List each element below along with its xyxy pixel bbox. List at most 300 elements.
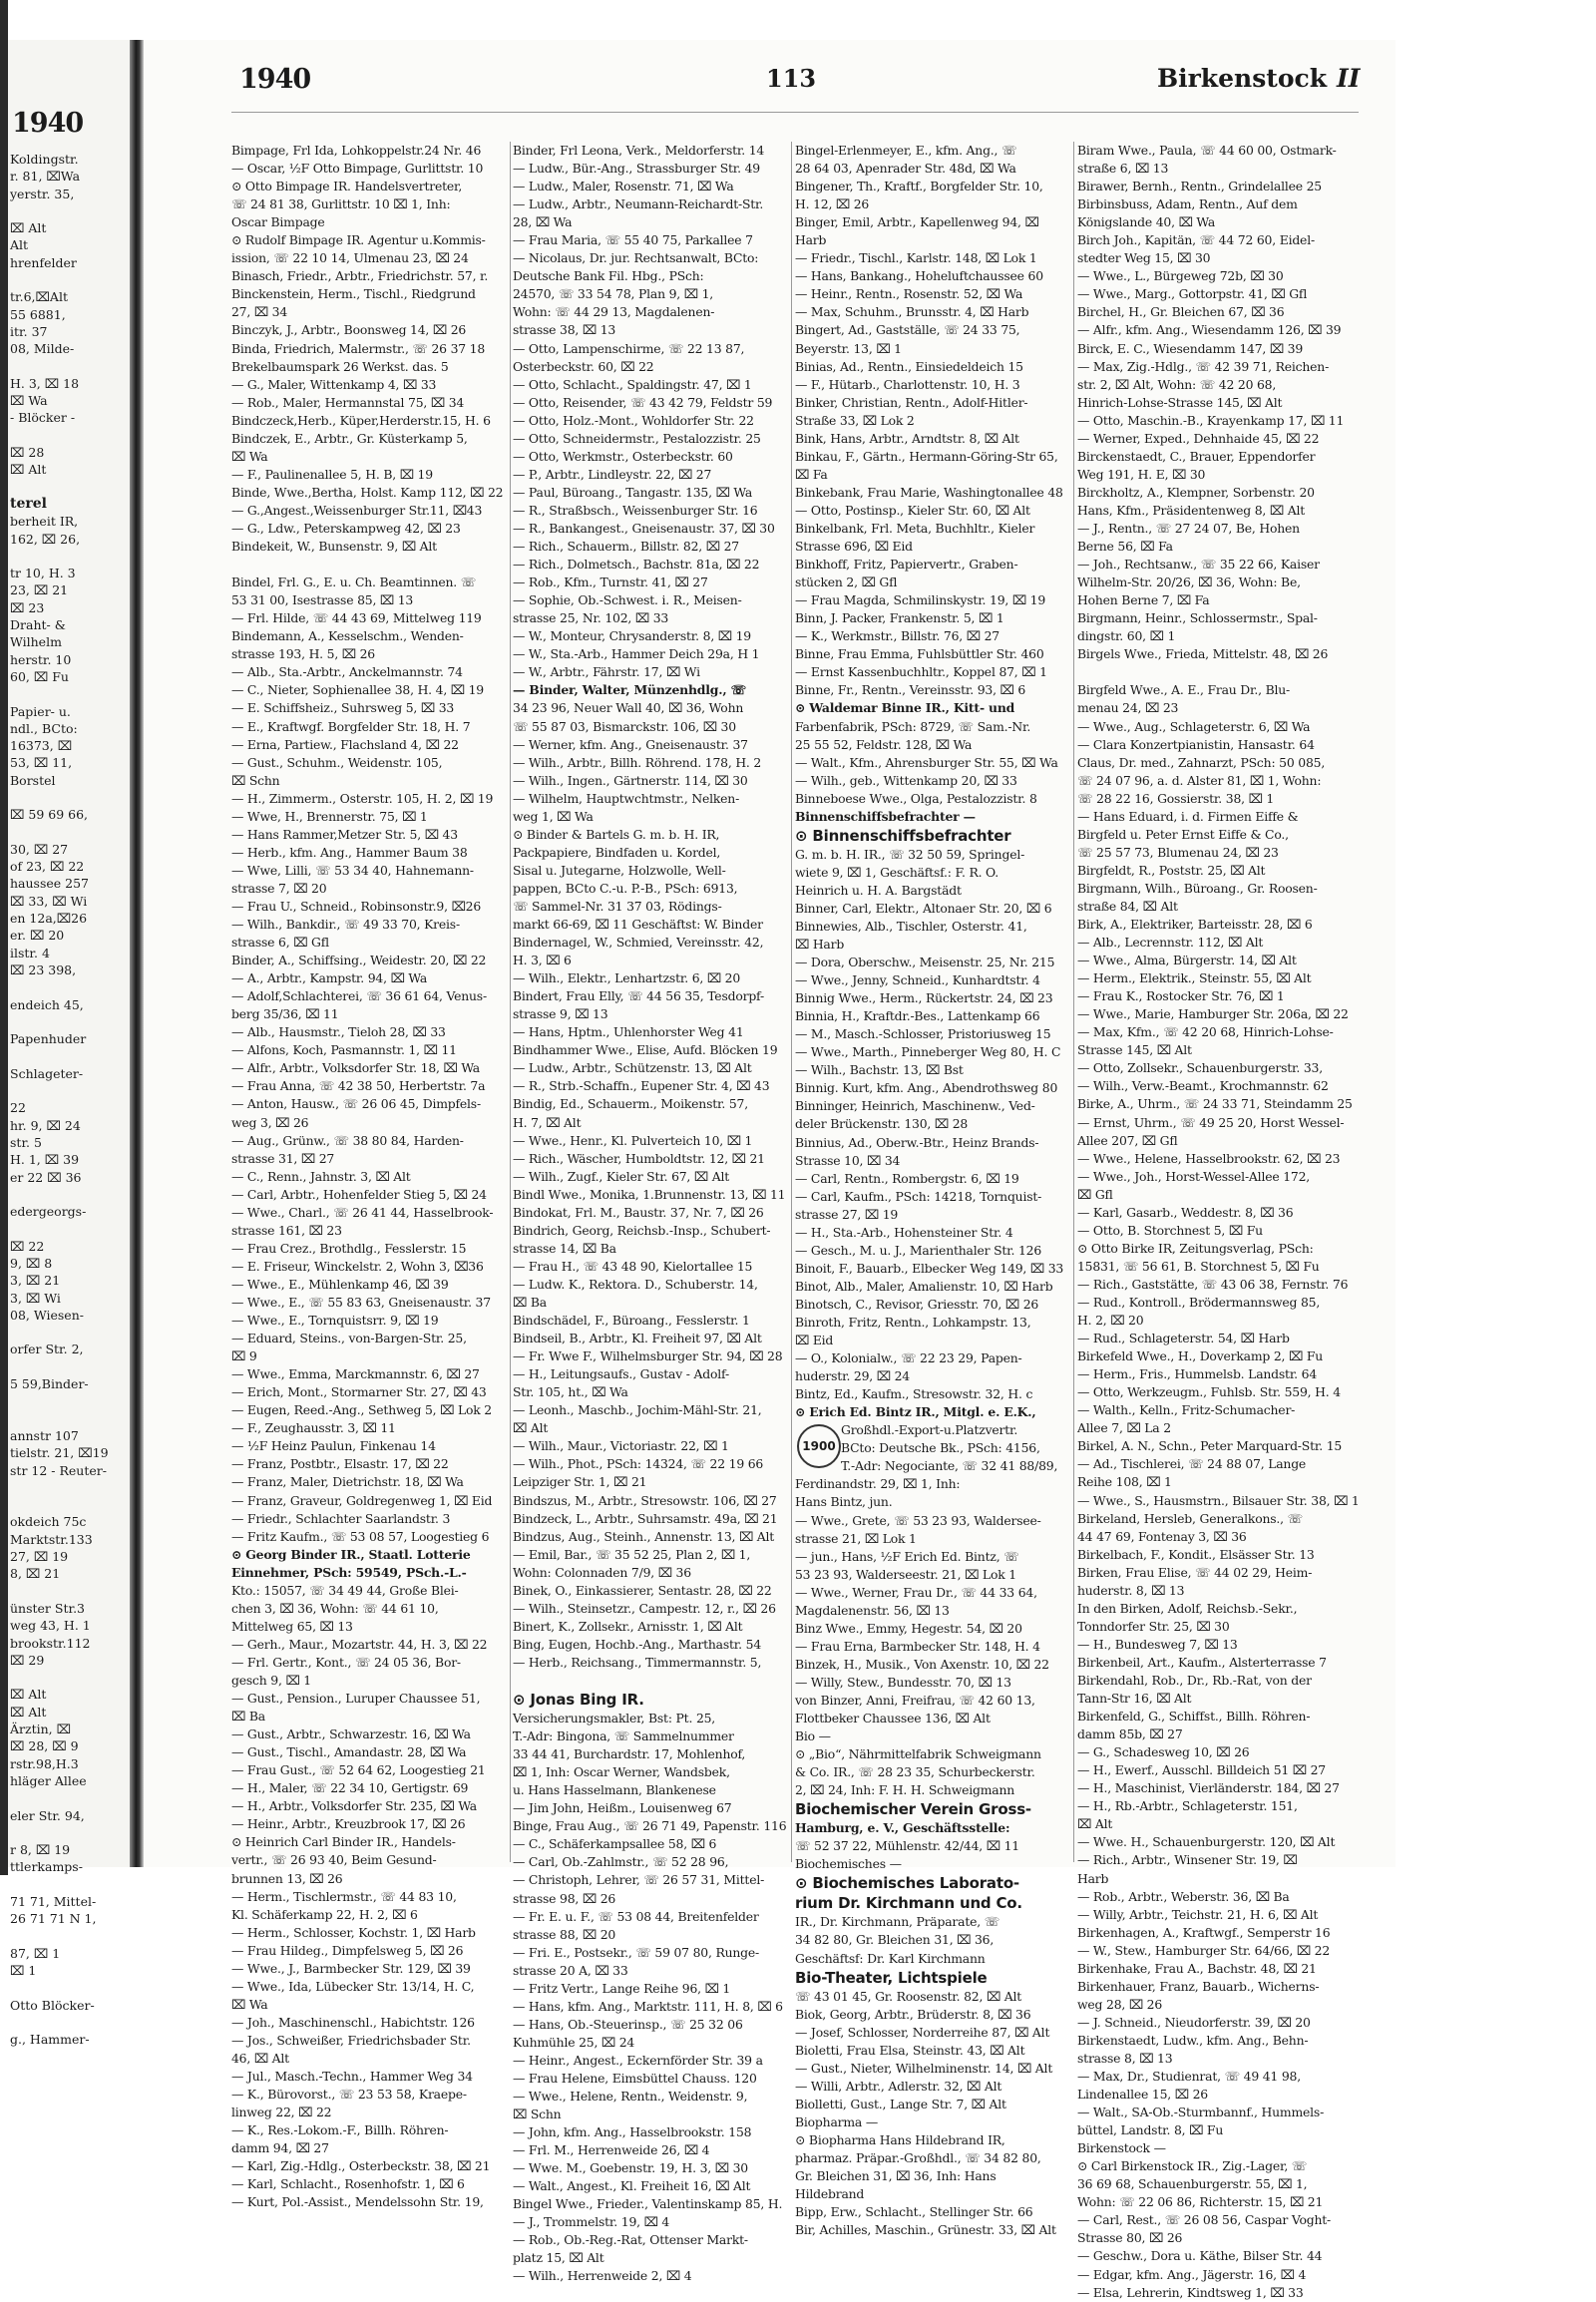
directory-entry-line: ⊙ Binnenschiffsbefrachter [795,826,1011,845]
previous-page-line: Marktstr.133 [10,1531,93,1547]
directory-entry-line: — Aug., Grünw., ☏ 38 80 84, Harden- [231,1132,464,1148]
directory-entry-line: — Ernst, Uhrm., ☏ 49 25 20, Horst Wessel- [1077,1114,1345,1130]
previous-page-line [8,2014,130,2031]
previous-page-line [8,427,130,444]
directory-entry-line: Birgmann, Wilh., Büroang., Gr. Roosen- [1077,880,1318,896]
directory-entry-line: ⌧ Gfl [1077,1186,1113,1202]
directory-entry-line: ⊙ Biopharma Hans Hildebrand IR, [795,2131,1005,2147]
directory-entry-line: Bindzus, Aug., Steinh., Annenstr. 13, ⌧ Alt [513,1528,775,1544]
previous-page-line: er. ⌧ 20 [10,928,65,944]
previous-page-line: ⌧ 22 [10,1238,45,1254]
directory-entry-line: — Wwe., Helene, Rentn., Weidenstr. 9, [513,2089,748,2105]
directory-entry-line: — Wwe., Jenny, Schneid., Kunhardtstr. 4 [795,972,1040,988]
directory-entry-line: — Gust., Tischl., Amandastr. 28, ⌧ Wa [231,1744,467,1760]
directory-entry-line: H. 7, ⌧ Alt [513,1114,582,1130]
directory-entry-line: Wohn: ☏ 22 06 86, Richterstr. 15, ⌧ 21 [1077,2194,1324,2210]
directory-entry-line: — Karl, Schlacht., Rosenhofstr. 1, ⌧ 6 [231,2176,465,2192]
directory-entry-line: Binckenstein, Herm., Tischl., Riedgrund [231,286,476,302]
directory-entry-line: — Willy, Stew., Bundesstr. 70, ⌧ 13 [795,1674,1011,1690]
directory-entry-line: — Carl, Rest., ☏ 26 08 56, Caspar Voght- [1077,2212,1332,2228]
directory-entry-line: Birke, A., Uhrm., ☏ 24 33 71, Steindamm 25 [1077,1096,1353,1112]
directory-entry-line: Wohn: ☏ 44 29 13, Magdalenen- [513,304,715,320]
previous-page-line [8,1324,130,1341]
directory-entry-line: stücken 2, ⌧ Gfl [795,575,898,590]
directory-entry-line: — H., Bundesweg 7, ⌧ 13 [1077,1636,1238,1652]
directory-entry-line: — J. Schneid., Nieudorferstr. 39, ⌧ 20 [1077,2014,1311,2030]
directory-entry-line: — Fritz Kaufm., ☏ 53 08 57, Loogestieg 6 [231,1528,490,1544]
directory-entry-line: — Otto, Schlacht., Spaldingstr. 47, ⌧ 1 [513,376,752,392]
directory-entry-line: ⊙ Jonas Bing IR. [513,1691,644,1710]
directory-entry-line: — Oscar, ½F Otto Bimpage, Gurlittstr. 10 [231,161,484,177]
directory-entry-line: — Otto, Werkzeugm., Fuhlsb. Str. 559, H. 4 [1077,1384,1341,1400]
directory-entry-line: — Wilh., Maur., Victoriastr. 22, ⌧ 1 [513,1438,729,1454]
previous-page-lines [8,151,130,2049]
directory-entry-line: Binder, A., Schiffsing., Weidestr. 20, ⌧ 22 [231,953,487,968]
previous-page-line: orfer Str. 2, [10,1342,84,1357]
directory-entry-line: — Friedr., Schlachter Saarlandstr. 3 [231,1510,451,1526]
directory-entry-line: — Walt., Angest., Kl. Freiheit 16, ⌧ Alt [513,2178,751,2194]
directory-entry-line: stedter Weg 15, ⌧ 30 [1077,250,1211,266]
directory-entry-line: 34 82 80, Gr. Bleichen 31, ⌧ 36, [795,1932,995,1948]
directory-entry-line: Binder, Frl Leona, Verk., Meldorferstr. 14 [513,143,765,158]
directory-entry-line: — K., Werkmstr., Billstr. 76, ⌧ 27 [795,628,999,644]
directory-entry-line: — Frau Magda, Schmilinskystr. 19, ⌧ 19 [795,592,1046,608]
directory-entry-line: — Gesch., M. u. J., Marienthaler Str. 126 [795,1242,1042,1258]
directory-entry-line: ⊙ Waldemar Binne IR., Kitt- und [795,700,1015,716]
directory-entry-line: Bindernagel, W., Schmied, Vereinsstr. 42, [513,935,764,951]
directory-entry-line: Bindert, Frau Elly, ☏ 44 56 35, Tesdorpf- [513,988,764,1004]
directory-entry-line: Birkenhagen, A., Kraftwgf., Semperstr 16 [1077,1924,1331,1940]
previous-page-line: Koldingstr. [10,152,79,167]
directory-entry-line: huderstr. 29, ⌧ 24 [795,1368,910,1384]
directory-entry-line: Binasch, Friedr., Arbtr., Friedrichstr. 57, r. [231,268,489,284]
directory-entry-line: — Walt., Kfm., Ahrensburger Str. 55, ⌧ Wa [795,754,1058,770]
directory-entry-line: Bio — [795,1728,831,1744]
directory-entry-line: ⌧ Fa [795,466,828,482]
directory-entry-line: — Nicolaus, Dr. jur. Rechtsanwalt, BCto: [513,250,759,266]
directory-entry-line: Birgfeld u. Peter Ernst Eiffe & Co., [1077,826,1289,842]
directory-entry-line: — Josef, Schlosser, Norderreihe 87, ⌧ Alt [795,2024,1050,2040]
directory-entry-line: — Gust., Nieter, Wilhelminenstr. 14, ⌧ Alt [795,2060,1053,2076]
running-word: Birkenstock [1157,64,1328,93]
previous-page-line: tielstr. 21, ⌧19 [10,1445,109,1461]
header-rule [231,112,1359,113]
directory-entry-line: Kl. Schäferkamp 22, H. 2, ⌧ 6 [231,1906,418,1922]
directory-entry-line: — Herm., Fris., Hummelsb. Landstr. 64 [1077,1366,1318,1382]
directory-entry-line: Straße 33, ⌧ Lok 2 [795,412,915,428]
directory-entry-line: ⊙ Erich Ed. Bintz IR., Mitgl. e. E.K., [795,1404,1036,1420]
directory-entry-line: — John, kfm. Ang., Hasselbrookstr. 158 [513,2124,752,2140]
previous-page-line: 3, ⌧ Wi [10,1290,61,1306]
directory-entry-line: — Frl. Hilde, ☏ 44 43 69, Mittelweg 119 [231,610,482,626]
directory-entry-line: — Wilh., Bankdir., ☏ 49 33 70, Kreis- [231,917,460,933]
directory-entry-line: ☏ 43 01 45, Gr. Roosenstr. 82, ⌧ Alt [795,1988,1022,2004]
directory-entry-line: — Wwe. H., Schauenburgerstr. 120, ⌧ Alt [1077,1834,1336,1850]
directory-entry-line: — W., Arbtr., Fährstr. 17, ⌧ Wi [513,664,700,680]
section-roman: II [1337,64,1361,93]
directory-entry-line: Osterbeckstr. 60, ⌧ 22 [513,358,654,374]
directory-entry-line: ⌧ Ba [231,1709,265,1725]
directory-entry-line: — Hans Eduard, i. d. Firmen Eiffe & [1077,808,1299,824]
directory-entry-line: ⌧ Schn [231,772,280,788]
directory-entry-line: — Otto, Zollsekr., Schauenburgerstr. 33, [1077,1060,1323,1076]
directory-entry-line: dingstr. 60, ⌧ 1 [1077,628,1176,644]
directory-entry-line: — Franz, Maler, Dietrichstr. 18, ⌧ Wa [231,1474,464,1490]
directory-entry-line: — Ernst Kassenbuchhltr., Koppel 87, ⌧ 1 [795,664,1047,680]
directory-entry-line: — H., Arbtr., Volksdorfer Str. 235, ⌧ Wa [231,1798,477,1814]
directory-entry-line: — Friedr., Tischl., Karlstr. 148, ⌧ Lok 1 [795,250,1037,266]
previous-page-line [8,1824,130,1841]
previous-page-line: 08, Milde- [10,341,75,357]
directory-entry-line: — K., Res.-Lokom.-F., Billh. Röhren- [231,2122,449,2138]
directory-entry-line: — Adolf,Schlachterei, ☏ 36 61 64, Venus- [231,988,487,1004]
directory-entry-line: Bindel, Frl. G., E. u. Ch. Beamtinnen. ☏ [231,575,477,590]
directory-entry-line: — H., Rb.-Arbtr., Schlageterstr. 151, [1077,1798,1298,1814]
previous-page-line: hläger Allee [10,1772,87,1788]
previous-page-line: ⌧ 28 [10,445,45,461]
directory-entry-line: — jun., Hans, ½F Erich Ed. Bintz, ☏ [795,1548,1019,1564]
directory-entry-line [513,1672,788,1690]
directory-entry-line: gesch 9, ⌧ 1 [231,1672,311,1688]
directory-entry-line: ⊙ „Bio“, Nährmittelfabrik Schweigmann [795,1746,1041,1762]
previous-page-line: ⌧ Alt [10,1704,47,1720]
directory-entry-line: Bindczeck,Herb., Küper,Herderstr.15, H. 6 [231,412,491,428]
previous-page-line: weg 43, H. 1 [10,1618,91,1634]
directory-entry-line: Biopharma — [795,2113,879,2129]
directory-entry-line: wiete 9, ⌧ 1, Geschäftsf.: F. R. O. [795,864,999,880]
directory-entry-line: huderstr. 8, ⌧ 13 [1077,1582,1185,1598]
directory-entry-line: Binner, Carl, Elektr., Altonaer Str. 20, ⌧ 6 [795,900,1052,916]
directory-entry-line: Birken, Frau Elise, ☏ 44 02 29, Heim- [1077,1564,1313,1580]
directory-entry-line: markt 66-69, ⌧ 11 Geschäftst: W. Binder [513,917,763,933]
directory-entry-line: — Jul., Masch.-Techn., Hammer Weg 34 [231,2069,473,2085]
directory-entry-line: — Otto, Werkmstr., Osterbeckstr. 60 [513,448,733,464]
previous-page-line: Wilhelm [10,634,62,650]
directory-entry-line: — G., Ldw., Peterskampweg 42, ⌧ 23 [231,520,461,536]
previous-page-line: str. 5 [10,1134,42,1150]
previous-page-line: 8, ⌧ 21 [10,1566,61,1582]
directory-entry-line: Binkebank, Frau Marie, Washingtonallee 48 [795,484,1063,500]
directory-entry-line: Hamburg, e. V., Geschäftsstelle: [795,1820,1010,1836]
previous-page-line: tr 10, H. 3 [10,566,76,581]
previous-page-line: yerstr. 35, [10,186,75,201]
directory-entry-line: ⊙ Biochemisches Laborato- [795,1874,1019,1893]
directory-entry-line: Binz Wwe., Emmy, Hegestr. 54, ⌧ 20 [795,1620,1022,1636]
directory-entry-line: — Elsa, Lehrerin, Kindtsweg 1, ⌧ 33 [1077,2284,1304,2300]
directory-entry-line: — Wwe., Emma, Marckmannstr. 6, ⌧ 27 [231,1366,480,1382]
previous-page-line: of 23, ⌧ 22 [10,859,85,875]
directory-entry-line: & Co. IR., ☏ 28 23 35, Schurbeckerstr. [795,1764,1035,1780]
previous-page-line: Papenhuder [10,1031,87,1047]
directory-entry-line: — Frau Anna, ☏ 42 38 50, Herbertstr. 7a [231,1078,486,1094]
directory-entry-line: — Wwe., Grete, ☏ 53 23 93, Waldersee- [795,1512,1041,1528]
previous-page-line: 87, ⌧ 1 [10,1945,61,1961]
previous-page-line [8,685,130,702]
directory-entry-line: — H., Maler, ☏ 22 34 10, Gertigstr. 69 [231,1780,469,1796]
directory-entry-line: — Frau U., Schneid., Robinsonstr.9, ⌧26 [231,898,482,914]
directory-entry-line: — Werner, Exped., Dehnhaide 45, ⌧ 22 [1077,430,1320,446]
directory-entry-line: Mittelweg 65, ⌧ 13 [231,1618,353,1634]
directory-entry-line: — Wwe, Lilli, ☏ 53 34 40, Hahnemann- [231,862,474,878]
directory-entry-line: Binkelbank, Frl. Meta, Buchhltr., Kieler [795,520,1035,536]
previous-page-line: 22 [10,1100,26,1116]
previous-page-line: ndl., BCto: [10,720,78,736]
directory-entry-line: straße 84, ⌧ Alt [1077,898,1178,914]
previous-page-line: H. 1, ⌧ 39 [10,1152,80,1168]
directory-entry-line: strasse 14, ⌧ Ba [513,1240,616,1256]
directory-entry-line: strasse 9, ⌧ 13 [513,1006,608,1022]
directory-entry-line: Binczyk, J., Arbtr., Boonsweg 14, ⌧ 26 [231,322,467,338]
directory-entry-line: — Wilh., Bachstr. 13, ⌧ Bst [795,1062,964,1078]
directory-entry-line: — H., Zimmerm., Osterstr. 105, H. 2, ⌧ 19 [231,790,494,806]
previous-page-line [8,1479,130,1496]
directory-entry-line: Binroth, Fritz, Rentn., Lohkampstr. 13, [795,1315,1031,1330]
directory-entry-line: — Rich., Arbtr., Winsener Str. 19, ⌧ [1077,1852,1298,1868]
directory-entry-line: — Fritz Vertr., Lange Reihe 96, ⌧ 1 [513,1980,731,1996]
directory-entry-line: ⊙ Rudolf Bimpage IR. Agentur u.Kommis- [231,232,486,248]
directory-entry-line: — Wilh., Herrenweide 2, ⌧ 4 [513,2268,692,2284]
directory-entry-line: — Wilhelm, Hauptwchtmstr., Nelken- [513,790,740,806]
directory-entry-line: — Otto, Lampenschirme, ☏ 22 13 87, [513,340,745,356]
directory-entry-line: — Carl, Arbtr., Hohenfelder Stieg 5, ⌧ 24 [231,1186,487,1202]
previous-page-line: ⌧ 1 [10,1963,37,1979]
directory-entry-line: ☏ 28 22 16, Gossierstr. 38, ⌧ 1 [1077,790,1275,806]
directory-entry-line: ⌧ Wa [231,448,268,464]
directory-entry-line: 28, ⌧ Wa [513,214,573,230]
previous-page-line: ⌧ 33, ⌧ Wi [10,893,88,909]
directory-entry-line: Bingel Wwe., Frieder., Valentinskamp 85, H. [513,2196,783,2212]
column-2 [513,142,788,2284]
directory-entry-line: — H., Sta.-Arb., Hohensteiner Str. 4 [795,1224,1013,1240]
directory-entry-line: strasse 20 A, ⌧ 33 [513,1962,628,1978]
directory-entry-line: — Rich., Schauerm., Billstr. 82, ⌧ 27 [513,539,739,555]
previous-page-line: herstr. 10 [10,651,72,667]
directory-entry-line: ⌧ Wa [231,1996,268,2012]
directory-entry-line: — Wilh., Zugf., Kieler Str. 67, ⌧ Alt [513,1168,730,1184]
previous-page-line: ⌧ Alt [10,1687,47,1703]
directory-entry-line: IR., Dr. Kirchmann, Präparate, ☏ [795,1914,1000,1930]
previous-page-line: 55 6881, [10,306,66,322]
directory-entry-line: — Kurt, Pol.-Assist., Mendelssohn Str. 19, [231,2194,484,2210]
previous-page-line: itr. 37 [10,323,48,339]
directory-entry-line: — Paul, Büroang., Tangastr. 135, ⌧ Wa [513,484,753,500]
directory-entry-line: — H., Ewerf., Ausschl. Billdeich 51 ⌧ 27 [1077,1762,1326,1778]
directory-entry-line: — Hans, kfm. Ang., Marktstr. 111, H. 8, ⌧ 6 [513,1998,783,2014]
directory-entry-line: — Willi, Arbtr., Adlerstr. 32, ⌧ Alt [795,2078,1002,2094]
directory-entry-line: Birch Joh., Kapitän, ☏ 44 72 60, Eidel- [1077,232,1315,248]
page-number: 113 [766,64,817,93]
directory-entry-line: linweg 22, ⌧ 22 [231,2105,332,2120]
directory-entry-line: Hohen Berne 7, ⌧ Fa [1077,592,1210,608]
scan-edge [0,0,8,1875]
directory-entry-line: u. Hans Hasselmann, Blankenese [513,1782,716,1798]
directory-entry-line: ⊙ Carl Birkenstock IR., Zig.-Lager, ☏ [1077,2158,1308,2174]
previous-page-line: ⌧ Alt [10,462,47,478]
directory-entry-line: Binotsch, C., Revisor, Griesstr. 70, ⌧ 26 [795,1296,1039,1312]
directory-entry-line: — E. Friseur, Winckelstr. 2, Wohn 3, ⌧36 [231,1258,484,1274]
column-1 [231,142,507,2210]
previous-page-line: ilstr. 4 [10,945,50,960]
directory-entry-line: — Wwe., Marie, Hamburger Str. 206a, ⌧ 22 [1077,1006,1349,1022]
directory-entry-line: Birchel, H., Gr. Bleichen 67, ⌧ 36 [1077,304,1285,320]
previous-page-line: ⌧ 28, ⌧ 9 [10,1738,79,1754]
directory-entry-line: weg 1, ⌧ Wa [513,808,594,824]
previous-page-line: r. 81, ⌧Wa [10,169,81,185]
directory-entry-line: — Max, Kfm., ☏ 42 20 68, Hinrich-Lohse- [1077,1024,1334,1040]
directory-entry-line: BCto: Deutsche Bk., PSch: 4156, [841,1440,1040,1456]
directory-entry-line: — Alb., Hausmstr., Tieloh 28, ⌧ 33 [231,1024,446,1040]
directory-entry-line: Binde, Wwe.,Bertha, Holst. Kamp 112, ⌧ 22 [231,484,504,500]
directory-entry-line: — Emil, Bar., ☏ 35 52 25, Plan 2, ⌧ 1, [513,1546,751,1562]
directory-entry-line: — Fr. Wwe F., Wilhelmsburger Str. 94, ⌧ 28 [513,1348,783,1364]
directory-entry-line: — J., Rentn., ☏ 27 24 07, Be, Hohen [1077,520,1300,536]
previous-page-line: 9, ⌧ 8 [10,1256,53,1271]
previous-page-line: rstr.98,H.3 [10,1755,79,1771]
directory-entry-line: Binert, K., Zollsekr., Arnisstr. 1, ⌧ Alt [513,1618,743,1634]
directory-entry-line: Bindhammer Wwe., Elise, Aufd. Blöcken 19 [513,1042,778,1058]
previous-page-line: 3, ⌧ 21 [10,1273,61,1289]
directory-entry-line: — Franz, Graveur, Goldregenweg 1, ⌧ Eid [231,1492,493,1508]
directory-entry-line: ⌧ 1, Inh: Oscar Werner, Wandsbek, [513,1764,730,1780]
directory-entry-line: Allee 207, ⌧ Gfl [1077,1132,1178,1148]
previous-page-line: berheit IR, [10,514,79,530]
directory-entry-line: berg 35/36, ⌧ 11 [231,1006,339,1022]
directory-entry-line: Binnenschiffsbefrachter — [795,808,976,824]
directory-entry-line: — Edgar, kfm. Ang., Jägerstr. 16, ⌧ 4 [1077,2266,1307,2282]
directory-entry-line: Birbinsbuss, Adam, Rentn., Auf dem [1077,196,1298,212]
directory-entry-line: Geschäftsf: Dr. Karl Kirchmann [795,1950,986,1966]
directory-entry-line: — Leonh., Maschb., Jochim-Mähl-Str. 21, [513,1402,762,1418]
previous-page-line: 5 59,Binder- [10,1376,89,1392]
directory-entry-line: Birkefeld Wwe., H., Doverkamp 2, ⌧ Fu [1077,1348,1324,1364]
directory-entry-line: Birgfeld Wwe., A. E., Frau Dr., Blu- [1077,682,1291,698]
directory-entry-line: Bindl Wwe., Monika, 1.Brunnenstr. 13, ⌧ 11 [513,1186,786,1202]
directory-entry-line: — Carl, Rentn., Rombergstr. 6, ⌧ 19 [795,1170,1019,1186]
directory-entry-line: — Alb., Lecrennstr. 112, ⌧ Alt [1077,935,1264,951]
directory-entry-line: — Herb., kfm. Ang., Hammer Baum 38 [231,844,468,860]
directory-entry-line: Bindseil, B., Arbtr., Kl. Freiheit 97, ⌧ Alt [513,1331,762,1346]
directory-entry-line: Birawer, Bernh., Rentn., Grindelallee 25 [1077,179,1322,194]
directory-entry-line: Bipp, Erw., Schlacht., Stellinger Str. 66 [795,2204,1033,2220]
directory-entry-line: — Wwe, H., Brennerstr. 75, ⌧ 1 [231,808,428,824]
directory-entry-line: Deutsche Bank Fil. Hbg., PSch: [513,268,704,284]
directory-entry-line: — Wilh., Ingen., Gärtnerstr. 114, ⌧ 30 [513,772,748,788]
previous-page-line [8,1928,130,1945]
previous-page-line: 16373, ⌧ [10,738,73,754]
directory-entry-line: H. 3, ⌧ 6 [513,953,572,968]
directory-entry-line: Birkendahl, Rob., Dr., Rb.-Rat, von der [1077,1672,1312,1688]
directory-entry-line: 2, ⌧ 24, Inh: F. H. H. Schweigmann [795,1782,1015,1798]
directory-entry-line: ⌧ 9 [231,1348,257,1364]
directory-entry-line: Birckenstaedt, C., Brauer, Eppendorfer [1077,448,1316,464]
previous-page-line: H. 3, ⌧ 18 [10,375,80,391]
directory-entry-line: chen 3, ⌧ 36, Wohn: ☏ 44 61 10, [231,1600,439,1616]
directory-entry-line: — Wwe., Marg., Gottorpstr. 41, ⌧ Gfl [1077,286,1308,302]
previous-page-line: - Blöcker - [10,410,76,426]
directory-entry-line: — Otto, Postinsp., Kieler Str. 60, ⌧ Alt [795,502,1030,518]
directory-entry-line: ⊙ Heinrich Carl Binder IR., Handels- [231,1834,456,1850]
directory-entry-line: Birck, E. C., Wiesendamm 147, ⌧ 39 [1077,340,1304,356]
previous-page-line: tr.6,⌧Alt [10,289,68,305]
directory-entry-line: Bingert, Ad., Gastställe, ☏ 24 33 75, [795,322,1020,338]
directory-entry-line: Birkeland, Hersleb, Generalkons., ☏ [1077,1510,1303,1526]
directory-entry-line: — Ludw., Arbtr., Neumann-Reichardt-Str. [513,196,764,212]
directory-entry-line: — Frl. M., Herrenweide 26, ⌧ 4 [513,2142,710,2158]
running-head [1157,64,1360,104]
directory-entry-line: von Binzer, Anni, Freifrau, ☏ 42 60 13, [795,1692,1035,1708]
directory-entry-line: ☏ 55 87 03, Bismarckstr. 106, ⌧ 30 [513,718,736,734]
column-4 [1077,142,1360,2300]
directory-entry-line: — Erich, Mont., Stormarner Str. 27, ⌧ 43 [231,1384,487,1400]
directory-entry-line: Claus, Dr. med., Zahnarzt, PSch: 50 085, [1077,754,1326,770]
previous-page-year: 1940 [12,108,84,139]
directory-entry-line: — G., Schadesweg 10, ⌧ 26 [1077,1744,1250,1760]
directory-entry-line: Biok, Georg, Arbtr., Brüderstr. 8, ⌧ 36 [795,2006,1031,2022]
directory-entry-line: — R., Bankangest., Gneisenaustr. 37, ⌧ 30 [513,520,775,536]
directory-entry-line: — Clara Konzertpianistin, Hansastr. 64 [1077,736,1315,752]
previous-page-line: edergeorgs- [10,1204,87,1220]
previous-page-line: 53, ⌧ 11, [10,755,73,771]
directory-entry-line: — Wwe., Helene, Hasselbrookstr. 62, ⌧ 23 [1077,1150,1341,1166]
directory-entry-line: Magdalenenstr. 56, ⌧ 13 [795,1602,950,1618]
directory-entry-line: — Alb., Sta.-Arbtr., Anckelmannstr. 74 [231,664,463,680]
directory-entry-line: — Binder, Walter, Münzenhdlg., ☏ [513,682,746,698]
firm-logo-1900: 1900 [797,1424,841,1468]
directory-entry-line: — Wwe., E., Tornquistsrr. 9, ⌧ 19 [231,1313,439,1329]
directory-entry-line: ☏ 24 81 38, Gurlittstr. 10 ⌧ 1, Inh: [231,196,451,212]
previous-page-line: ⌧ 23 398, [10,961,77,977]
directory-entry-line: H. 12, ⌧ 26 [795,196,870,212]
previous-page-line: haussee 257 [10,876,90,892]
directory-entry-line: Hans, Kfm., Präsidentenweg 8, ⌧ Alt [1077,502,1305,518]
directory-entry-line: — Karl, Zig.-Hdlg., Osterbeckstr. 38, ⌧ 21 [231,2158,491,2174]
previous-page-line: endeich 45, [10,996,84,1012]
directory-entry-line: — Dora, Oberschw., Meisenstr. 25, Nr. 215 [795,955,1055,970]
directory-entry-line: Königslande 40, ⌧ Wa [1077,214,1216,230]
previous-page-line: ünster Str.3 [10,1600,85,1616]
directory-entry-line: Weg 191, H. E, ⌧ 30 [1077,466,1206,482]
directory-entry-line: Strasse 145, ⌧ Alt [1077,1042,1192,1058]
directory-entry-line: ☏ 24 07 96, a. d. Alster 81, ⌧ 1, Wohn: [1077,772,1322,788]
directory-entry-line: Binoit, F., Bauarb., Elbecker Weg 149, ⌧ 33 [795,1260,1064,1276]
previous-page-line [8,824,130,841]
directory-entry-line: Flottbeker Chaussee 136, ⌧ Alt [795,1711,991,1726]
previous-page-line: ⌧ Alt [10,220,47,236]
directory-entry-line: — Karl, Gasarb., Weddestr. 8, ⌧ 36 [1077,1204,1294,1220]
directory-entry-line: — Carl, Kaufm., PSch: 14218, Tornquist- [795,1188,1042,1204]
directory-entry-line: ⊙ Binder & Bartels G. m. b. H. IR, [513,826,720,842]
previous-page-line [8,1669,130,1686]
directory-entry-line: Lindenallee 15, ⌧ 26 [1077,2087,1208,2103]
directory-entry-line: — Hans, Bankang., Hoheluftchaussee 60 [795,268,1043,284]
directory-entry-line: Reihe 108, ⌧ 1 [1077,1474,1172,1490]
directory-entry-line: ⊙ Otto Bimpage IR. Handelsvertreter, [231,179,463,194]
directory-entry-line: — A., Arbtr., Kampstr. 94, ⌧ Wa [231,970,428,986]
directory-entry-line: — Frau H., ☏ 43 48 90, Kielortallee 15 [513,1258,753,1274]
directory-entry-line: — Rich., Gaststätte, ☏ 43 06 38, Fernstr. 76 [1077,1276,1349,1292]
directory-entry-line: — Herb., Reichsang., Timmermannstr. 5, [513,1654,762,1670]
directory-entry-line: — Gust., Schuhm., Weidenstr. 105, [231,754,443,770]
directory-entry-line: Strasse 80, ⌧ 26 [1077,2230,1183,2246]
directory-entry-line: ⌧ Alt [513,1420,549,1436]
directory-entry-line: Binnius, Ad., Oberw.-Btr., Heinz Brands- [795,1134,1039,1150]
directory-entry-line: strasse 193, H. 5, ⌧ 26 [231,646,375,662]
previous-page-line [8,1186,130,1203]
directory-entry-line: — Max, Zig.-Hdlg., ☏ 42 39 71, Reichen- [1077,358,1330,374]
directory-entry-line: — Wilh., Steinsetzr., Campestr. 12, r., ⌧ 26 [513,1600,776,1616]
directory-entry-line: Binne, Frau Emma, Fuhlsbüttler Str. 460 [795,646,1044,662]
directory-entry-line: — Rich., Wäscher, Humboldtstr. 12, ⌧ 21 [513,1150,765,1166]
